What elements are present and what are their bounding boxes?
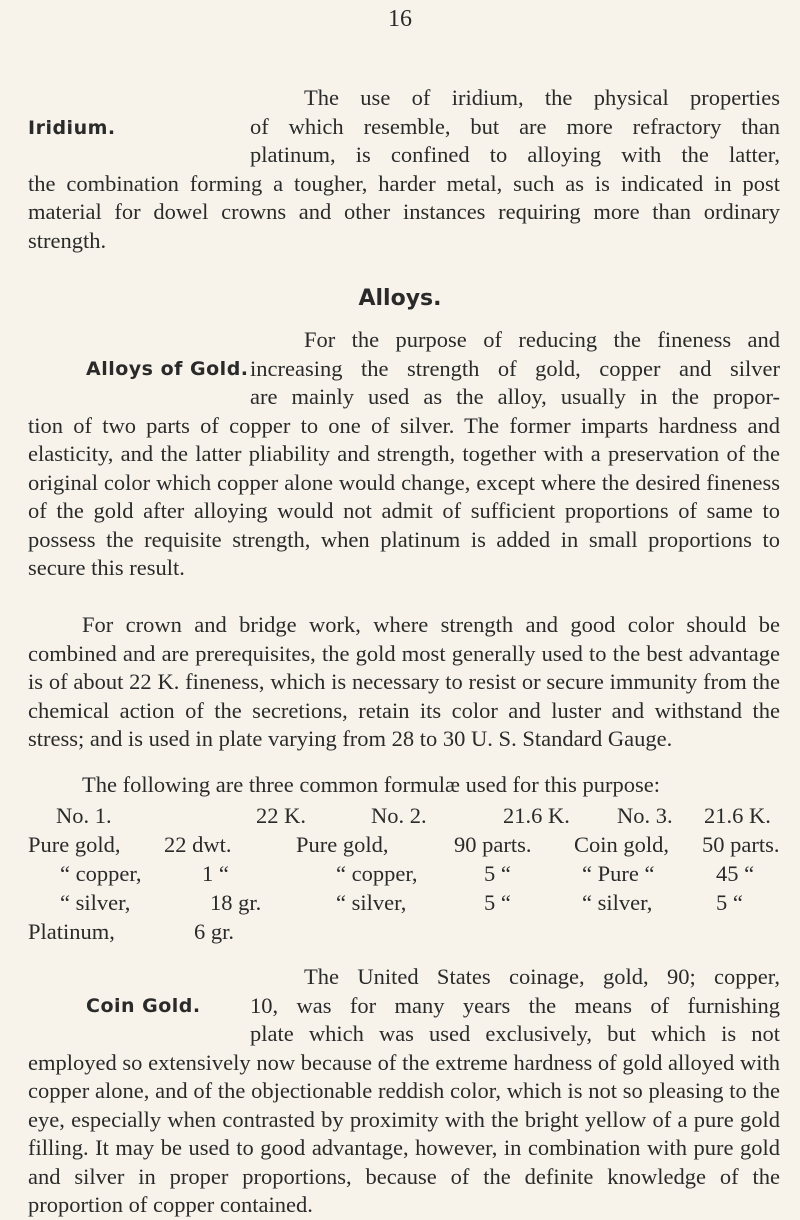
formula-cell: “ Pure “	[582, 861, 655, 886]
crown-paragraph	[28, 611, 780, 754]
coin-gold-text: employed so extensively now because of the extreme hardness of gold alloyed with copper alone, and of the objectionable reddish color, which is not so pleasing to the eye, especially when contrasted by proximity with the bright yellow of a pure gold filling. It may be used to good advantage, however, in combination with pure gold and silver in proper proportions, because of the definite knowledge of the proportion of copper contained.	[28, 1049, 780, 1217]
formula-row	[28, 861, 788, 891]
formula-row	[28, 803, 788, 833]
formula-cell: Coin gold,	[574, 832, 670, 857]
formula-cell: 21.6 K.	[704, 803, 771, 828]
alloys-line-3: are mainly used as the alloy, usually in the propor-	[250, 384, 780, 409]
sidenote-iridium: Iridium.	[28, 117, 116, 139]
alloys-text: tion of two parts of copper to one of silver. The former imparts hardness and elasticity, and the latter pliability and strength, together with a preservation of the original color which copper alone would change, except where the desired fineness of the gold after alloying would not admit of sufficient proportions of same to possess the requisite strength, when platinum is added in small proportions to secure this result.	[28, 412, 780, 580]
formula-cell: 22 K.	[256, 803, 306, 828]
formula-cell: 18 gr.	[210, 890, 262, 915]
formula-cell: Pure gold,	[296, 832, 389, 857]
formula-cell: 45 “	[716, 861, 755, 886]
formula-cell: 5 “	[484, 890, 511, 915]
formula-cell: “ silver,	[582, 890, 653, 915]
coin-line-3: plate which was used exclusively, but which is not	[250, 1021, 780, 1046]
iridium-line-1: The use of iridium, the physical properties	[304, 85, 780, 110]
coin-gold-intro	[250, 963, 780, 1049]
iridium-paragraph	[28, 170, 780, 256]
formula-cell: 5 “	[716, 890, 743, 915]
iridium-intro	[250, 84, 780, 170]
formula-cell: 21.6 K.	[503, 803, 570, 828]
formula-cell: 5 “	[484, 861, 511, 886]
alloys-heading: Alloys.	[358, 286, 442, 311]
coin-gold-paragraph	[28, 1049, 780, 1220]
iridium-text: the combination forming a tougher, harder metal, such as is indicated in post material for dowel crowns and other instances requiring more than ordinary strength.	[28, 170, 780, 253]
alloys-paragraph	[28, 412, 780, 583]
formula-cell: “ silver,	[60, 890, 131, 915]
formula-cell: 50 parts.	[702, 832, 780, 857]
alloys-intro	[250, 326, 780, 412]
formula-row	[28, 919, 788, 949]
formula-cell: No. 2.	[371, 803, 427, 828]
sidenote-coin-gold: Coin Gold.	[86, 995, 201, 1017]
alloys-line-2: increasing the strength of gold, copper and silver	[250, 355, 780, 381]
formula-cell: 90 parts.	[454, 832, 532, 857]
formula-cell: “ copper,	[60, 861, 142, 886]
formula-row	[28, 890, 788, 920]
iridium-line-2: of which resemble, but are more refractory than	[250, 113, 780, 139]
formula-cell: “ silver,	[336, 890, 407, 915]
formula-cell: No. 1.	[56, 803, 112, 828]
formula-cell: Pure gold,	[28, 832, 121, 857]
formula-cell: No. 3.	[617, 803, 673, 828]
formula-cell: 1 “	[202, 861, 229, 886]
formula-row	[28, 832, 788, 862]
formulae-intro-text: The following are three common formulæ used for this purpose:	[82, 772, 660, 797]
iridium-line-3: platinum, is confined to alloying with the latter,	[250, 142, 780, 167]
coin-line-2: 10, was for many years the means of furnishing	[250, 992, 780, 1018]
coin-line-1: The United States coinage, gold, 90; copper,	[304, 964, 780, 989]
alloys-line-1: For the purpose of reducing the fineness and	[304, 327, 780, 352]
formula-cell: 6 gr.	[194, 919, 235, 944]
formula-cell: 22 dwt.	[164, 832, 232, 857]
formula-cell: “ copper,	[336, 861, 418, 886]
crown-text: For crown and bridge work, where strength and good color should be combined and are prerequisites, the gold most generally used to the best advantage is of about 22 K. fineness, which is necessary to resist or secure immunity from the chemical action of the secretions, retain its color and luster and withstand the stress; and is used in plate varying from 28 to 30 U. S. Standard Gauge.	[28, 612, 780, 751]
formula-cell: Platinum,	[28, 919, 115, 944]
page-number: 16	[388, 6, 412, 32]
sidenote-alloys-of-gold: Alloys of Gold.	[86, 358, 249, 380]
formulae-intro	[28, 771, 780, 800]
